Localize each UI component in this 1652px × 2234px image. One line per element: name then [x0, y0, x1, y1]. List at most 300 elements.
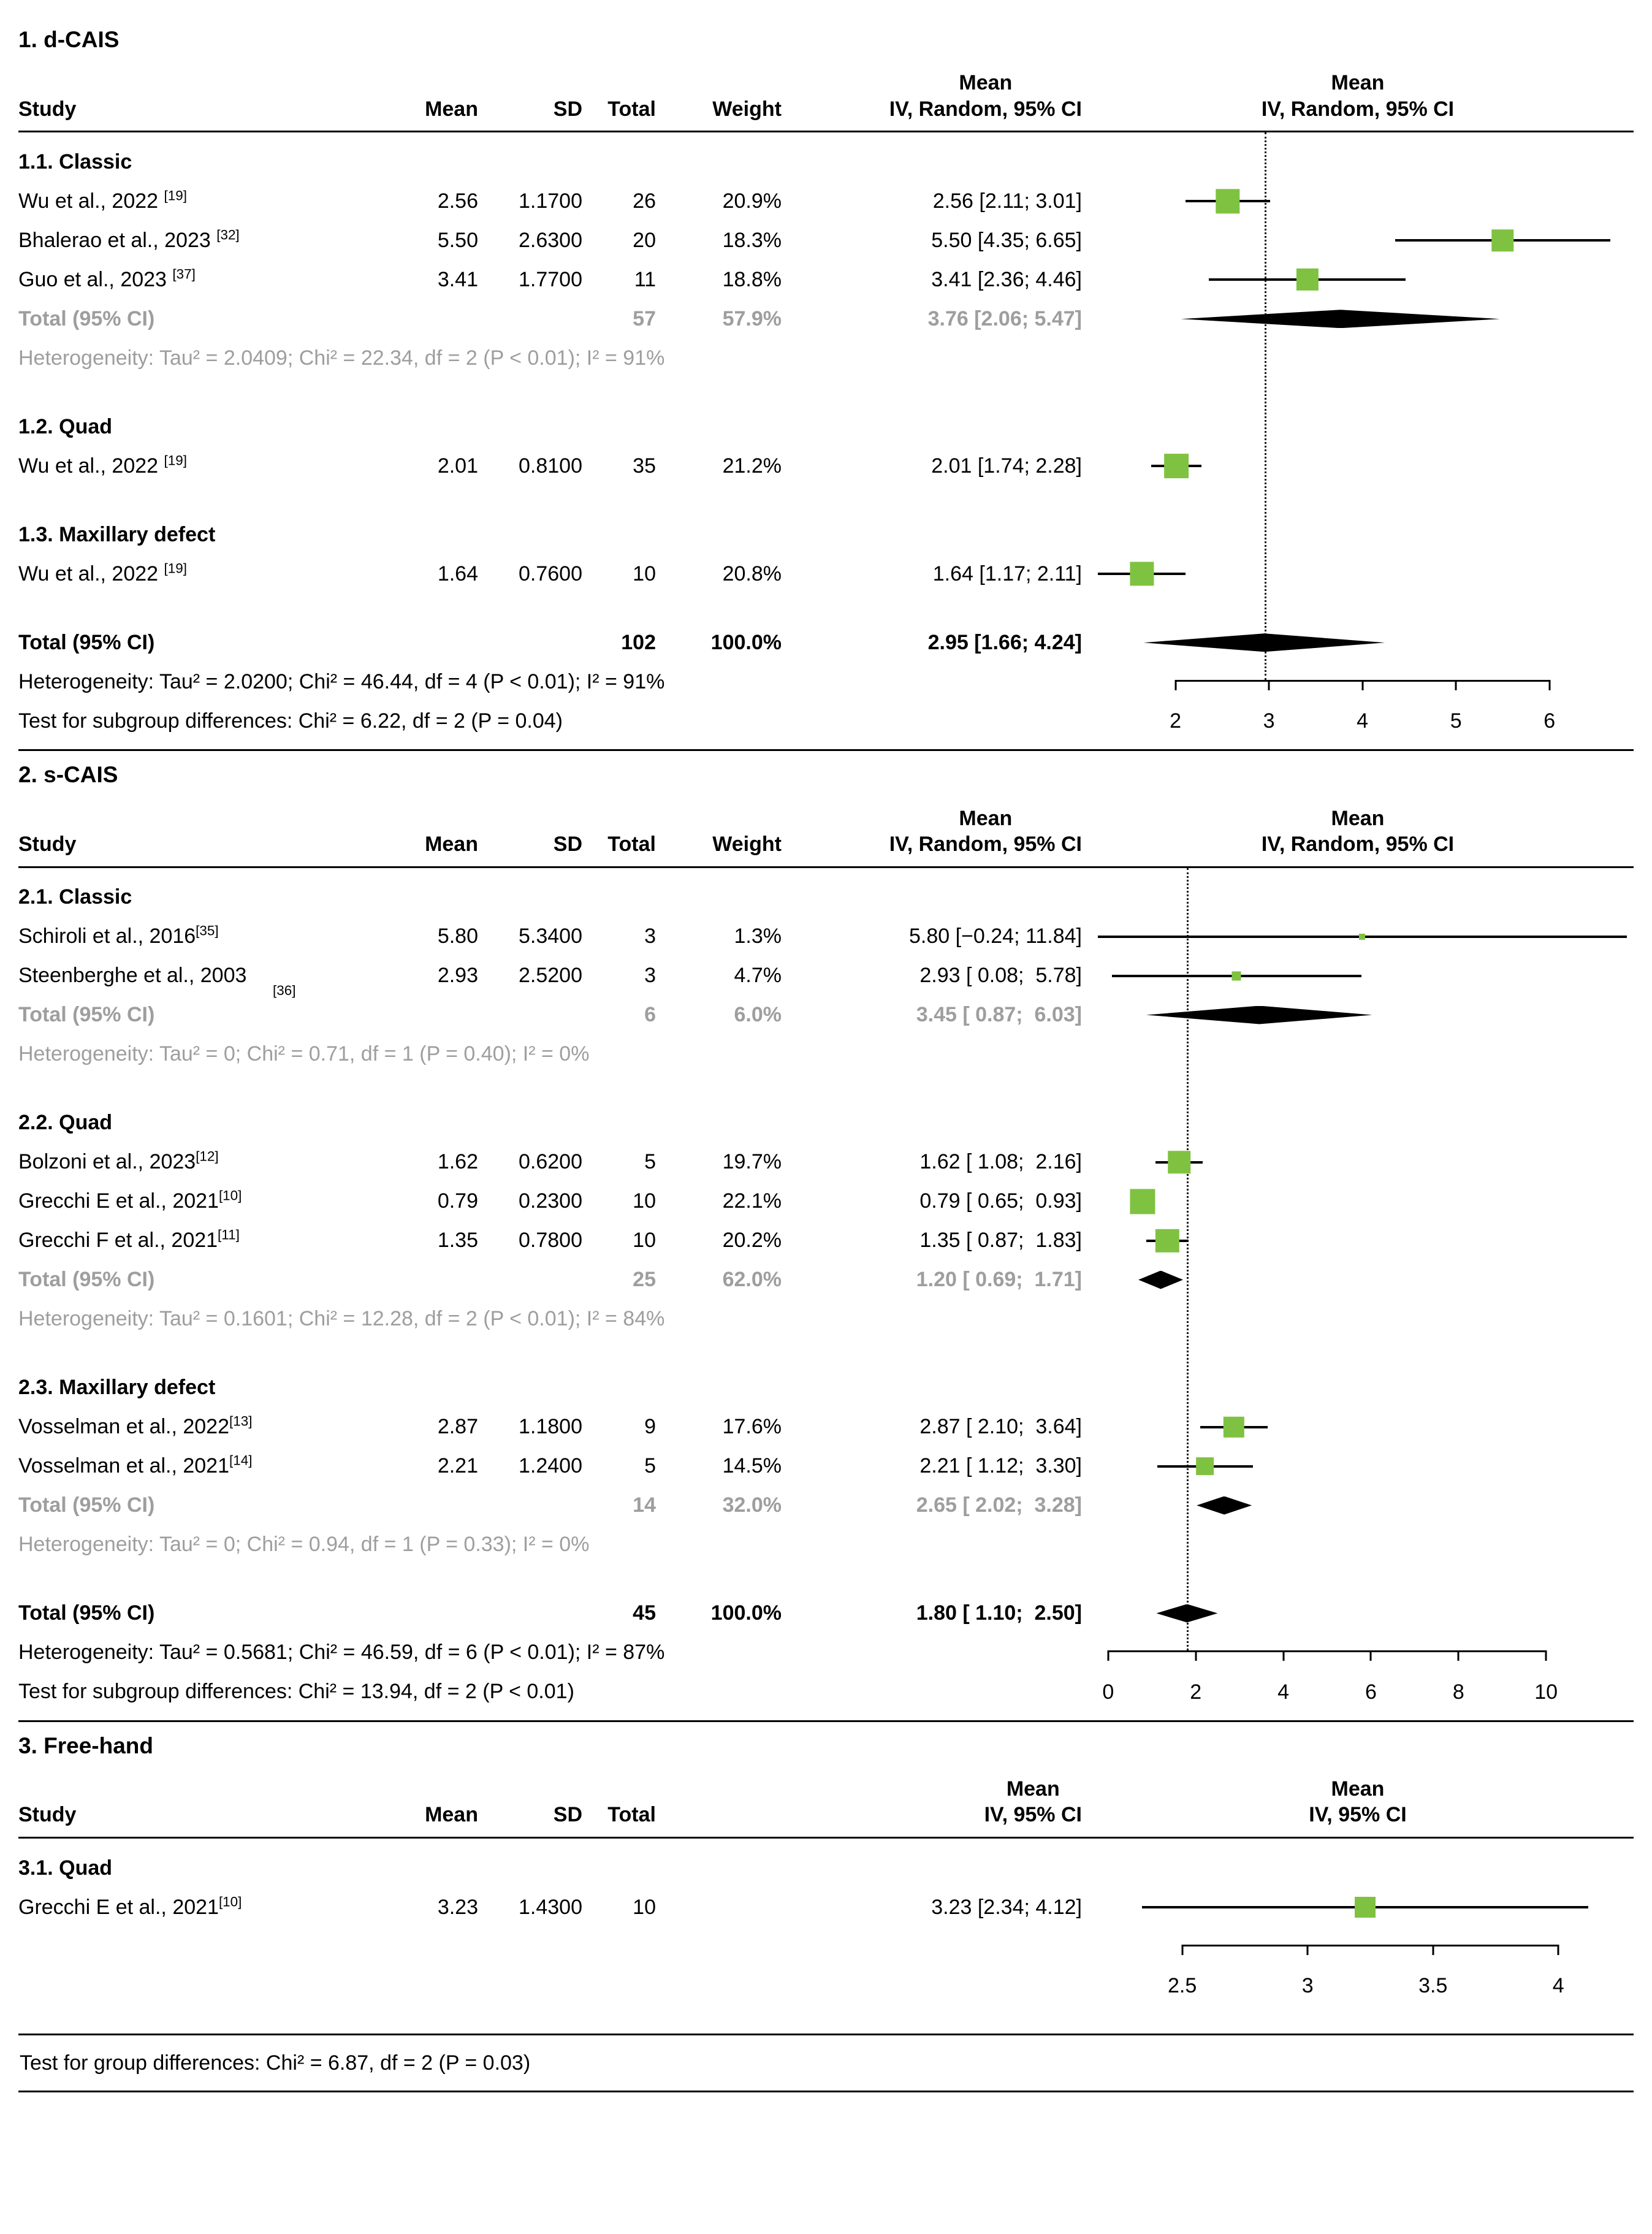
forest-plot-cell — [1082, 1633, 1634, 1672]
row-spacer — [18, 593, 1634, 623]
forest-plot-cell — [1082, 1260, 1634, 1300]
forest-section-3 — [18, 1722, 1634, 2005]
weight-value: 100.0% — [710, 631, 782, 654]
rows-area — [18, 868, 1634, 1712]
subgroup-heading: 1.3. Maxillary defect — [18, 523, 216, 546]
mean-value: 3.23 — [437, 1895, 478, 1919]
total-value: 45 — [633, 1601, 656, 1625]
summary-diamond — [1144, 633, 1385, 652]
summary-row — [18, 1260, 1634, 1300]
sections-container — [18, 16, 1634, 2005]
forest-plot-cell — [1082, 554, 1634, 593]
axis-tick — [1548, 680, 1550, 690]
weight-value: 17.6% — [722, 1415, 782, 1439]
weight-value: 20.8% — [722, 562, 782, 585]
study-label — [18, 453, 386, 479]
mean-value: 1.64 — [437, 562, 478, 585]
column-header-row — [18, 806, 1634, 868]
heterogeneity-text: Heterogeneity: Tau² = 0; Chi² = 0.94, df = 1 (P = 0.33); I² = 0% — [18, 1533, 590, 1557]
heterogeneity-row — [18, 1035, 1634, 1074]
row-spacer — [18, 1565, 1634, 1594]
citation-ref: [37] — [172, 266, 196, 282]
mean-value: 5.50 — [437, 229, 478, 252]
col-header-mean: Mean — [425, 1803, 478, 1827]
ci-header-bottom: IV, Random, 95% CI — [889, 833, 1082, 856]
effect-square — [1130, 1189, 1155, 1214]
study-row — [18, 1143, 1634, 1182]
weight-value: 21.2% — [722, 454, 782, 478]
forest-plot-cell — [1082, 260, 1634, 299]
axis-tick-label: 4 — [1357, 709, 1369, 733]
axis-tick-label: 2 — [1170, 709, 1181, 733]
weight-value: 19.7% — [722, 1150, 782, 1174]
forest-plot-cell — [1082, 1672, 1634, 1712]
total-value: 3 — [644, 964, 656, 988]
total-value: 10 — [633, 562, 656, 585]
forest-plot-cell — [1082, 299, 1634, 338]
study-row — [18, 260, 1634, 299]
axis-tick-label: 10 — [1534, 1680, 1558, 1704]
ci-header-top: Mean — [959, 806, 1013, 830]
summary-label: Total (95% CI) — [18, 631, 155, 654]
forest-plot-cell — [1082, 446, 1634, 486]
sd-value: 0.7600 — [519, 562, 582, 585]
axis-tick-label: 5 — [1450, 709, 1462, 733]
total-value: 57 — [633, 307, 656, 330]
study-row — [18, 221, 1634, 260]
heterogeneity-text: Heterogeneity: Tau² = 0.5681; Chi² = 46.59, df = 6 (P < 0.01); I² = 87% — [18, 1641, 665, 1664]
effect-square — [1296, 269, 1319, 291]
axis-tick — [1558, 1945, 1559, 1955]
plot-header-stack — [1309, 1776, 1406, 1828]
mean-value: 2.21 — [437, 1454, 478, 1478]
ci-text: 2.93 [ 0.08; 5.78] — [919, 964, 1082, 988]
ci-text: 0.79 [ 0.65; 0.93] — [919, 1189, 1082, 1213]
effect-square — [1232, 971, 1241, 980]
plot-header-stack — [1262, 806, 1454, 858]
total-value: 3 — [644, 924, 656, 948]
col-header-study: Study — [18, 97, 77, 121]
mean-value: 1.35 — [437, 1229, 478, 1252]
sd-value: 0.2300 — [519, 1189, 582, 1213]
col-header-study: Study — [18, 1803, 77, 1827]
weight-value: 4.7% — [734, 964, 782, 988]
col-header-plot — [1082, 70, 1634, 122]
subgroup-row — [18, 1368, 1634, 1408]
sd-value: 0.8100 — [519, 454, 582, 478]
group-difference-test: Test for group differences: Chi² = 6.87, df = 2 (P = 0.03) — [20, 2051, 531, 2075]
ci-text: 2.65 [ 2.02; 3.28] — [916, 1493, 1082, 1517]
study-row — [18, 956, 1634, 999]
effect-square — [1355, 1897, 1376, 1918]
subgroup-row — [18, 1848, 1634, 1888]
weight-value: 14.5% — [722, 1454, 782, 1478]
subgroup-heading: 2.1. Classic — [18, 885, 132, 909]
summary-diamond — [1197, 1496, 1252, 1515]
weight-value: 100.0% — [710, 1601, 782, 1625]
axis-tick-label: 0 — [1102, 1680, 1114, 1704]
ci-header-bottom: IV, 95% CI — [984, 1803, 1082, 1827]
column-header-row — [18, 70, 1634, 132]
plot-header-top: Mean — [1331, 806, 1385, 830]
forest-plot-cell — [1082, 917, 1634, 956]
mean-value: 0.79 — [437, 1189, 478, 1213]
forest-plot-cell — [1082, 1486, 1634, 1525]
plot-header-top: Mean — [1331, 71, 1385, 95]
subgroup-heading: 3.1. Quad — [18, 1856, 113, 1880]
axis-tick-label: 2.5 — [1167, 1973, 1197, 1997]
subgroup-row — [18, 142, 1634, 181]
mean-value: 2.93 — [437, 964, 478, 988]
column-header-row — [18, 1776, 1634, 1839]
citation-ref: [19] — [164, 560, 187, 576]
heterogeneity-row — [18, 1633, 1634, 1672]
subgroup-row — [18, 407, 1634, 446]
citation-ref: [19] — [164, 452, 187, 468]
col-header-ci — [782, 1776, 1082, 1828]
forest-plot-cell — [1082, 1447, 1634, 1486]
axis-tick — [1307, 1945, 1309, 1955]
summary-row — [18, 623, 1634, 662]
weight-value: 20.9% — [722, 189, 782, 213]
forest-plot-cell — [1082, 1104, 1634, 1143]
effect-square — [1155, 1229, 1179, 1252]
study-row — [18, 1888, 1634, 1927]
axis-tick-label: 8 — [1452, 1680, 1464, 1704]
col-header-sd: SD — [553, 833, 582, 856]
weight-value: 32.0% — [722, 1493, 782, 1517]
heterogeneity-text: Heterogeneity: Tau² = 0; Chi² = 0.71, df = 1 (P = 0.40); I² = 0% — [18, 1042, 590, 1066]
forest-plot-cell — [1082, 181, 1634, 221]
forest-plot-cell — [1082, 1888, 1634, 1927]
subgroup-heading: 2.2. Quad — [18, 1111, 113, 1135]
summary-diamond — [1138, 1271, 1183, 1289]
col-header-mean: Mean — [425, 97, 478, 121]
total-value: 5 — [644, 1150, 656, 1174]
forest-plot-cell — [1082, 1035, 1634, 1074]
ci-text: 2.21 [ 1.12; 3.30] — [919, 1454, 1082, 1478]
axis-tick — [1181, 1945, 1183, 1955]
col-header-total: Total — [607, 97, 656, 121]
total-value: 5 — [644, 1454, 656, 1478]
row-spacer — [18, 378, 1634, 407]
forest-plot-cell — [1082, 1182, 1634, 1221]
ci-text: 1.20 [ 0.69; 1.71] — [916, 1268, 1082, 1292]
ci-text: 3.41 [2.36; 4.46] — [931, 268, 1082, 291]
stats-text: Test for subgroup differences: Chi² = 13.94, df = 2 (P < 0.01) — [18, 1680, 574, 1704]
study-row — [18, 1182, 1634, 1221]
forest-plot-cell — [1082, 956, 1634, 996]
col-header-plot — [1082, 806, 1634, 858]
col-header-mean: Mean — [425, 833, 478, 856]
ci-text: 1.64 [1.17; 2.11] — [932, 562, 1082, 585]
effect-square — [1492, 230, 1513, 251]
study-label — [18, 267, 386, 293]
stats-text: Test for subgroup differences: Chi² = 6.22, df = 2 (P = 0.04) — [18, 709, 563, 733]
heterogeneity-row — [18, 1927, 1634, 1966]
sd-value: 5.3400 — [519, 924, 582, 948]
mean-value: 5.80 — [437, 924, 478, 948]
subgroup-row — [18, 878, 1634, 917]
plot-header-stack — [1262, 70, 1454, 122]
ci-text: 2.95 [1.66; 4.24] — [927, 631, 1082, 654]
subgroup-row — [18, 1104, 1634, 1143]
effect-square — [1130, 562, 1154, 586]
forest-plot-cell — [1082, 996, 1634, 1035]
axis-tick — [1107, 1650, 1109, 1661]
ci-text: 3.76 [2.06; 5.47] — [927, 307, 1082, 330]
effect-square — [1359, 934, 1365, 940]
forest-plot-cell — [1082, 338, 1634, 378]
study-name: Wu et al., 2022 — [18, 454, 164, 478]
rows-area — [18, 1839, 1634, 2005]
forest-section-1 — [18, 16, 1634, 741]
axis-tick — [1370, 1650, 1372, 1661]
summary-row — [18, 1594, 1634, 1633]
ci-text: 5.80 [−0.24; 11.84] — [909, 924, 1082, 948]
study-label — [18, 1894, 386, 1921]
forest-plot-cell — [1082, 1966, 1634, 2005]
total-value: 25 — [633, 1268, 656, 1292]
citation-ref: [19] — [164, 188, 187, 204]
study-name: Wu et al., 2022 — [18, 189, 164, 213]
subgroup-row — [18, 515, 1634, 554]
forest-plot-cell — [1082, 1368, 1634, 1408]
forest-plot-cell — [1082, 878, 1634, 917]
study-label — [18, 227, 386, 254]
plot-header-bottom: IV, 95% CI — [1309, 1803, 1407, 1827]
axis-tick-label: 3 — [1263, 709, 1275, 733]
summary-diamond — [1156, 1604, 1217, 1623]
mean-value: 2.56 — [437, 189, 478, 213]
sd-value: 1.1800 — [519, 1415, 582, 1439]
effect-square — [1196, 1457, 1214, 1476]
axis-tick — [1458, 1650, 1460, 1661]
ci-header-stack — [889, 70, 1082, 122]
total-value: 10 — [633, 1895, 656, 1919]
axis-tick-label: 2 — [1190, 1680, 1202, 1704]
study-label — [18, 561, 386, 587]
study-name: Grecchi E et al., 2021 — [18, 1189, 219, 1213]
effect-square — [1224, 1416, 1244, 1437]
citation-ref: [10] — [218, 1894, 242, 1910]
axis-tick — [1455, 680, 1457, 690]
summary-diamond — [1181, 310, 1500, 328]
total-value: 26 — [633, 189, 656, 213]
summary-label: Total (95% CI) — [18, 1493, 155, 1517]
plot-header-top: Mean — [1331, 1777, 1385, 1801]
weight-value: 6.0% — [734, 1003, 782, 1027]
row-spacer — [18, 1074, 1634, 1104]
forest-plot-cell — [1082, 142, 1634, 181]
footer — [18, 2034, 1634, 2093]
sd-value: 1.1700 — [519, 189, 582, 213]
col-header-study: Study — [18, 833, 77, 856]
forest-plot-cell — [1082, 662, 1634, 701]
stats-test-row — [18, 1966, 1634, 2005]
study-name: Guo et al., 2023 — [18, 268, 173, 291]
study-label: Steenberghe et al., 2003 [36] — [18, 964, 296, 999]
summary-label: Total (95% CI) — [18, 1601, 155, 1625]
study-row — [18, 1447, 1634, 1486]
study-row — [18, 917, 1634, 956]
citation-ref: [32] — [216, 227, 240, 243]
col-header-ci — [782, 806, 1082, 858]
col-header-weight: Weight — [712, 97, 782, 121]
forest-plot-cell — [1082, 1848, 1634, 1888]
axis-line — [1182, 1945, 1559, 1946]
effect-square — [1164, 454, 1189, 478]
summary-label: Total (95% CI) — [18, 307, 155, 330]
summary-row — [18, 299, 1634, 338]
subgroup-heading: 1.1. Classic — [18, 150, 132, 173]
forest-plot-cell — [1082, 1408, 1634, 1447]
heterogeneity-row — [18, 1300, 1634, 1339]
axis-tick-label: 4 — [1277, 1680, 1290, 1704]
total-value: 10 — [633, 1189, 656, 1213]
ci-text: 2.87 [ 2.10; 3.64] — [919, 1415, 1082, 1439]
study-label — [18, 1414, 386, 1440]
weight-value: 57.9% — [722, 307, 782, 330]
weight-value: 18.3% — [722, 229, 782, 252]
mean-value: 2.01 — [437, 454, 478, 478]
sd-value: 0.6200 — [519, 1150, 582, 1174]
ci-text: 3.45 [ 0.87; 6.03] — [916, 1003, 1082, 1027]
ci-text: 1.35 [ 0.87; 1.83] — [919, 1229, 1082, 1252]
study-row — [18, 446, 1634, 486]
ci-header-top: Mean — [959, 71, 1013, 95]
stats-test-row — [18, 701, 1634, 741]
study-name: Steenberghe et al., 2003 — [18, 964, 247, 988]
mean-value: 1.62 — [437, 1150, 478, 1174]
axis-tick — [1195, 1650, 1197, 1661]
subgroup-heading: 1.2. Quad — [18, 415, 113, 438]
forest-plot-cell — [1082, 1300, 1634, 1339]
ci-text: 2.01 [1.74; 2.28] — [931, 454, 1082, 478]
summary-diamond — [1146, 1006, 1372, 1024]
study-name: Vosselman et al., 2022 — [18, 1415, 230, 1439]
effect-square — [1168, 1151, 1191, 1174]
ci-text: 1.80 [ 1.10; 2.50] — [916, 1601, 1082, 1625]
mean-value: 2.87 — [437, 1415, 478, 1439]
heterogeneity-text: Heterogeneity: Tau² = 2.0200; Chi² = 46.44, df = 4 (P < 0.01); I² = 91% — [18, 670, 665, 693]
axis-tick — [1361, 680, 1363, 690]
ci-text: 1.62 [ 1.08; 2.16] — [919, 1150, 1082, 1174]
heterogeneity-text: Heterogeneity: Tau² = 2.0409; Chi² = 22.34, df = 2 (P < 0.01); I² = 91% — [18, 346, 665, 370]
axis-tick-label: 3 — [1301, 1973, 1314, 1997]
axis-tick — [1174, 680, 1176, 690]
plot-header-bottom: IV, Random, 95% CI — [1261, 833, 1455, 856]
col-header-total: Total — [607, 1803, 656, 1827]
sd-value: 2.5200 — [519, 964, 582, 988]
reference-line — [1187, 868, 1189, 1651]
forest-plot-cell — [1082, 1525, 1634, 1565]
study-label — [18, 1188, 386, 1214]
weight-value: 62.0% — [722, 1268, 782, 1292]
total-value: 14 — [633, 1493, 656, 1517]
ci-text: 2.56 [2.11; 3.01] — [932, 189, 1082, 213]
heterogeneity-row — [18, 338, 1634, 378]
study-name: Grecchi F et al., 2021 — [18, 1229, 218, 1252]
forest-plot-cell — [1082, 1927, 1634, 1966]
col-header-sd: SD — [553, 97, 582, 121]
study-name: Grecchi E et al., 2021 — [18, 1895, 219, 1919]
forest-section-2 — [18, 751, 1634, 1711]
total-value: 6 — [644, 1003, 656, 1027]
study-row — [18, 1221, 1634, 1260]
study-row — [18, 554, 1634, 593]
citation-ref: [10] — [218, 1188, 242, 1203]
col-header-sd: SD — [553, 1803, 582, 1827]
citation-ref: [14] — [229, 1452, 253, 1468]
weight-value: 20.2% — [722, 1229, 782, 1252]
forest-plot-cell — [1082, 407, 1634, 446]
axis-tick-label: 6 — [1365, 1680, 1377, 1704]
study-row — [18, 181, 1634, 221]
forest-plot-cell — [1082, 221, 1634, 260]
study-name: Schiroli et al., 2016 — [18, 924, 196, 948]
sd-value: 1.2400 — [519, 1454, 582, 1478]
study-row — [18, 1408, 1634, 1447]
weight-value: 1.3% — [734, 924, 782, 948]
citation-ref: [35] — [196, 923, 219, 939]
effect-square — [1216, 189, 1239, 213]
axis-tick — [1268, 680, 1270, 690]
col-header-ci — [782, 70, 1082, 122]
col-header-total: Total — [607, 833, 656, 856]
axis-tick — [1432, 1945, 1434, 1955]
total-value: 9 — [644, 1415, 656, 1439]
sd-value: 2.6300 — [519, 229, 582, 252]
total-value: 10 — [633, 1229, 656, 1252]
forest-plot-cell — [1082, 1221, 1634, 1260]
axis-tick — [1282, 1650, 1284, 1661]
forest-plot-cell — [1082, 515, 1634, 554]
axis-tick-label: 4 — [1552, 1973, 1564, 1997]
forest-plot-cell — [1082, 1594, 1634, 1633]
sd-value: 1.4300 — [519, 1895, 582, 1919]
summary-label: Total (95% CI) — [18, 1268, 155, 1292]
ci-header-top: Mean — [1006, 1777, 1060, 1801]
section-title: 1. d-CAIS — [18, 27, 120, 52]
total-value: 11 — [634, 268, 656, 291]
total-value: 35 — [633, 454, 656, 478]
study-label — [18, 923, 386, 950]
weight-value: 18.8% — [722, 268, 782, 291]
study-name: Vosselman et al., 2021 — [18, 1454, 230, 1478]
summary-row — [18, 1486, 1634, 1525]
mean-value: 3.41 — [437, 268, 478, 291]
heterogeneity-text: Heterogeneity: Tau² = 0.1601; Chi² = 12.28, df = 2 (P < 0.01); I² = 84% — [18, 1307, 665, 1331]
ci-text: 3.23 [2.34; 4.12] — [931, 1895, 1082, 1919]
citation-ref: [12] — [196, 1148, 219, 1164]
forest-plot-cell — [1082, 1143, 1634, 1182]
section-title: 3. Free-hand — [18, 1733, 153, 1758]
study-label — [18, 1227, 386, 1254]
plot-header-bottom: IV, Random, 95% CI — [1261, 97, 1455, 121]
citation-ref: [13] — [229, 1413, 253, 1429]
axis-tick-label: 3.5 — [1418, 1973, 1448, 1997]
heterogeneity-row — [18, 1525, 1634, 1565]
subgroup-heading: 2.3. Maxillary defect — [18, 1376, 216, 1400]
summary-row — [18, 996, 1634, 1035]
col-header-weight: Weight — [712, 833, 782, 856]
study-name: Wu et al., 2022 — [18, 562, 164, 585]
ci-header-bottom: IV, Random, 95% CI — [889, 97, 1082, 121]
total-value: 102 — [621, 631, 656, 654]
stats-test-row — [18, 1672, 1634, 1712]
citation-ref: [11] — [218, 1227, 240, 1243]
